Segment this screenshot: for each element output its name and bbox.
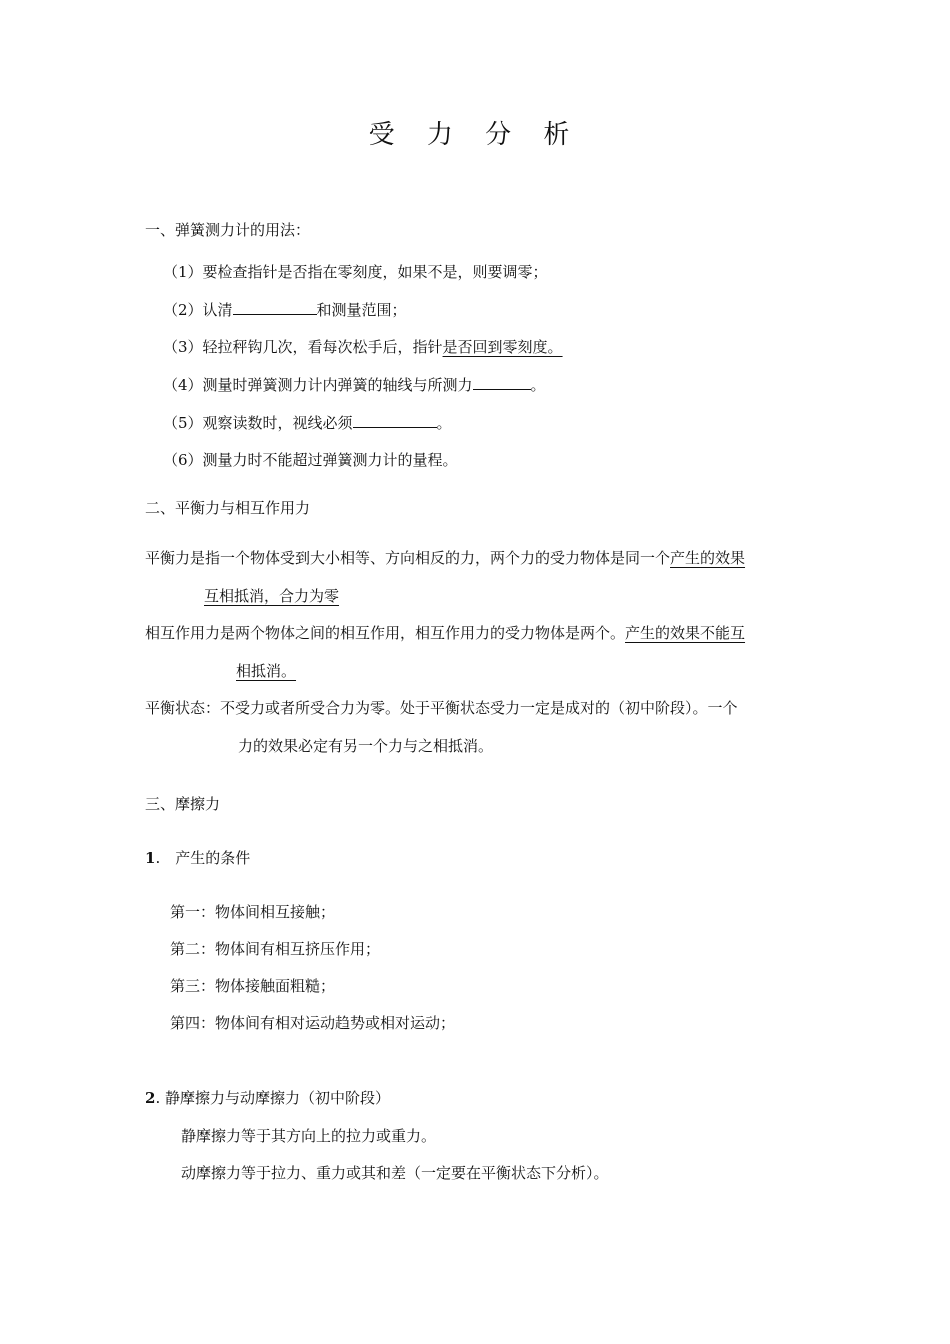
section3-heading: 三、摩擦力 — [145, 795, 221, 813]
fill-in-blank — [233, 299, 317, 315]
item5-text-b: 。 — [436, 414, 452, 432]
p2-underlined-1: 产生的效果不能互 — [625, 624, 746, 642]
item3-underlined-answer: 是否回到零刻度。 — [442, 338, 563, 356]
section1-item6: （6）测量力时不能超过弹簧测力计的量程。 — [163, 451, 458, 469]
sub1-number: 1 — [145, 849, 156, 867]
section2-p3-line1: 平衡状态：不受力或者所受合力为零。处于平衡状态受力一定是成对的（初中阶段）。一个 — [145, 699, 738, 717]
item4-text-b: 。 — [530, 376, 546, 394]
condition-1: 第一：物体间相互接触； — [170, 903, 336, 921]
fill-in-blank — [353, 412, 437, 428]
page-title: 受 力 分 析 — [368, 120, 582, 150]
item4-text-a: （4）测量时弹簧测力计内弹簧的轴线与所测力 — [163, 376, 473, 394]
condition-3: 第三：物体接触面粗糙； — [170, 977, 336, 995]
sub2-title: . 静摩擦力与动摩擦力（初中阶段） — [155, 1089, 390, 1107]
section2-p1-line1 — [145, 548, 745, 568]
condition-4: 第四：物体间有相对运动趋势或相对运动； — [170, 1014, 456, 1032]
sub2-number: 2 — [145, 1089, 156, 1107]
section3-sub2 — [145, 1088, 390, 1108]
item5-text-a: （5）观察读数时，视线必须 — [163, 414, 353, 432]
section1-item2 — [163, 299, 407, 320]
section1-item3 — [163, 337, 563, 357]
section1-item4 — [163, 374, 546, 395]
item2-text-b: 和测量范围； — [316, 301, 407, 319]
section1-item5 — [163, 412, 452, 433]
section2-p1-line2: 互相抵消，合力为零 — [204, 587, 340, 605]
fill-in-blank — [473, 374, 531, 390]
static-friction-text: 静摩擦力等于其方向上的拉力或重力。 — [181, 1127, 437, 1145]
section1-item1: （1）要检查指针是否指在零刻度，如果不是，则要调零； — [163, 263, 548, 281]
p2-text: 相互作用力是两个物体之间的相互作用，相互作用力的受力物体是两个。 — [145, 624, 626, 642]
sub1-title: . 产生的条件 — [155, 849, 251, 867]
section2-p3-line2: 力的效果必定有另一个力与之相抵消。 — [238, 737, 494, 755]
section3-sub1 — [145, 848, 250, 868]
section2-heading: 二、平衡力与相互作用力 — [145, 499, 311, 517]
p1-text: 平衡力是指一个物体受到大小相等、方向相反的力，两个力的受力物体是同一个 — [145, 549, 671, 567]
item3-text-a: （3）轻拉秤钩几次，看每次松手后，指针 — [163, 338, 443, 356]
section2-p2-line2: 相抵消。 — [236, 662, 297, 680]
section2-p2-line1 — [145, 623, 745, 643]
section1-heading: 一、弹簧测力计的用法： — [145, 221, 311, 239]
condition-2: 第二：物体间有相互挤压作用； — [170, 940, 381, 958]
kinetic-friction-text: 动摩擦力等于拉力、重力或其和差（一定要在平衡状态下分析）。 — [181, 1164, 609, 1182]
p1-underlined-1: 产生的效果 — [670, 549, 746, 567]
item2-text-a: （2）认清 — [163, 301, 233, 319]
